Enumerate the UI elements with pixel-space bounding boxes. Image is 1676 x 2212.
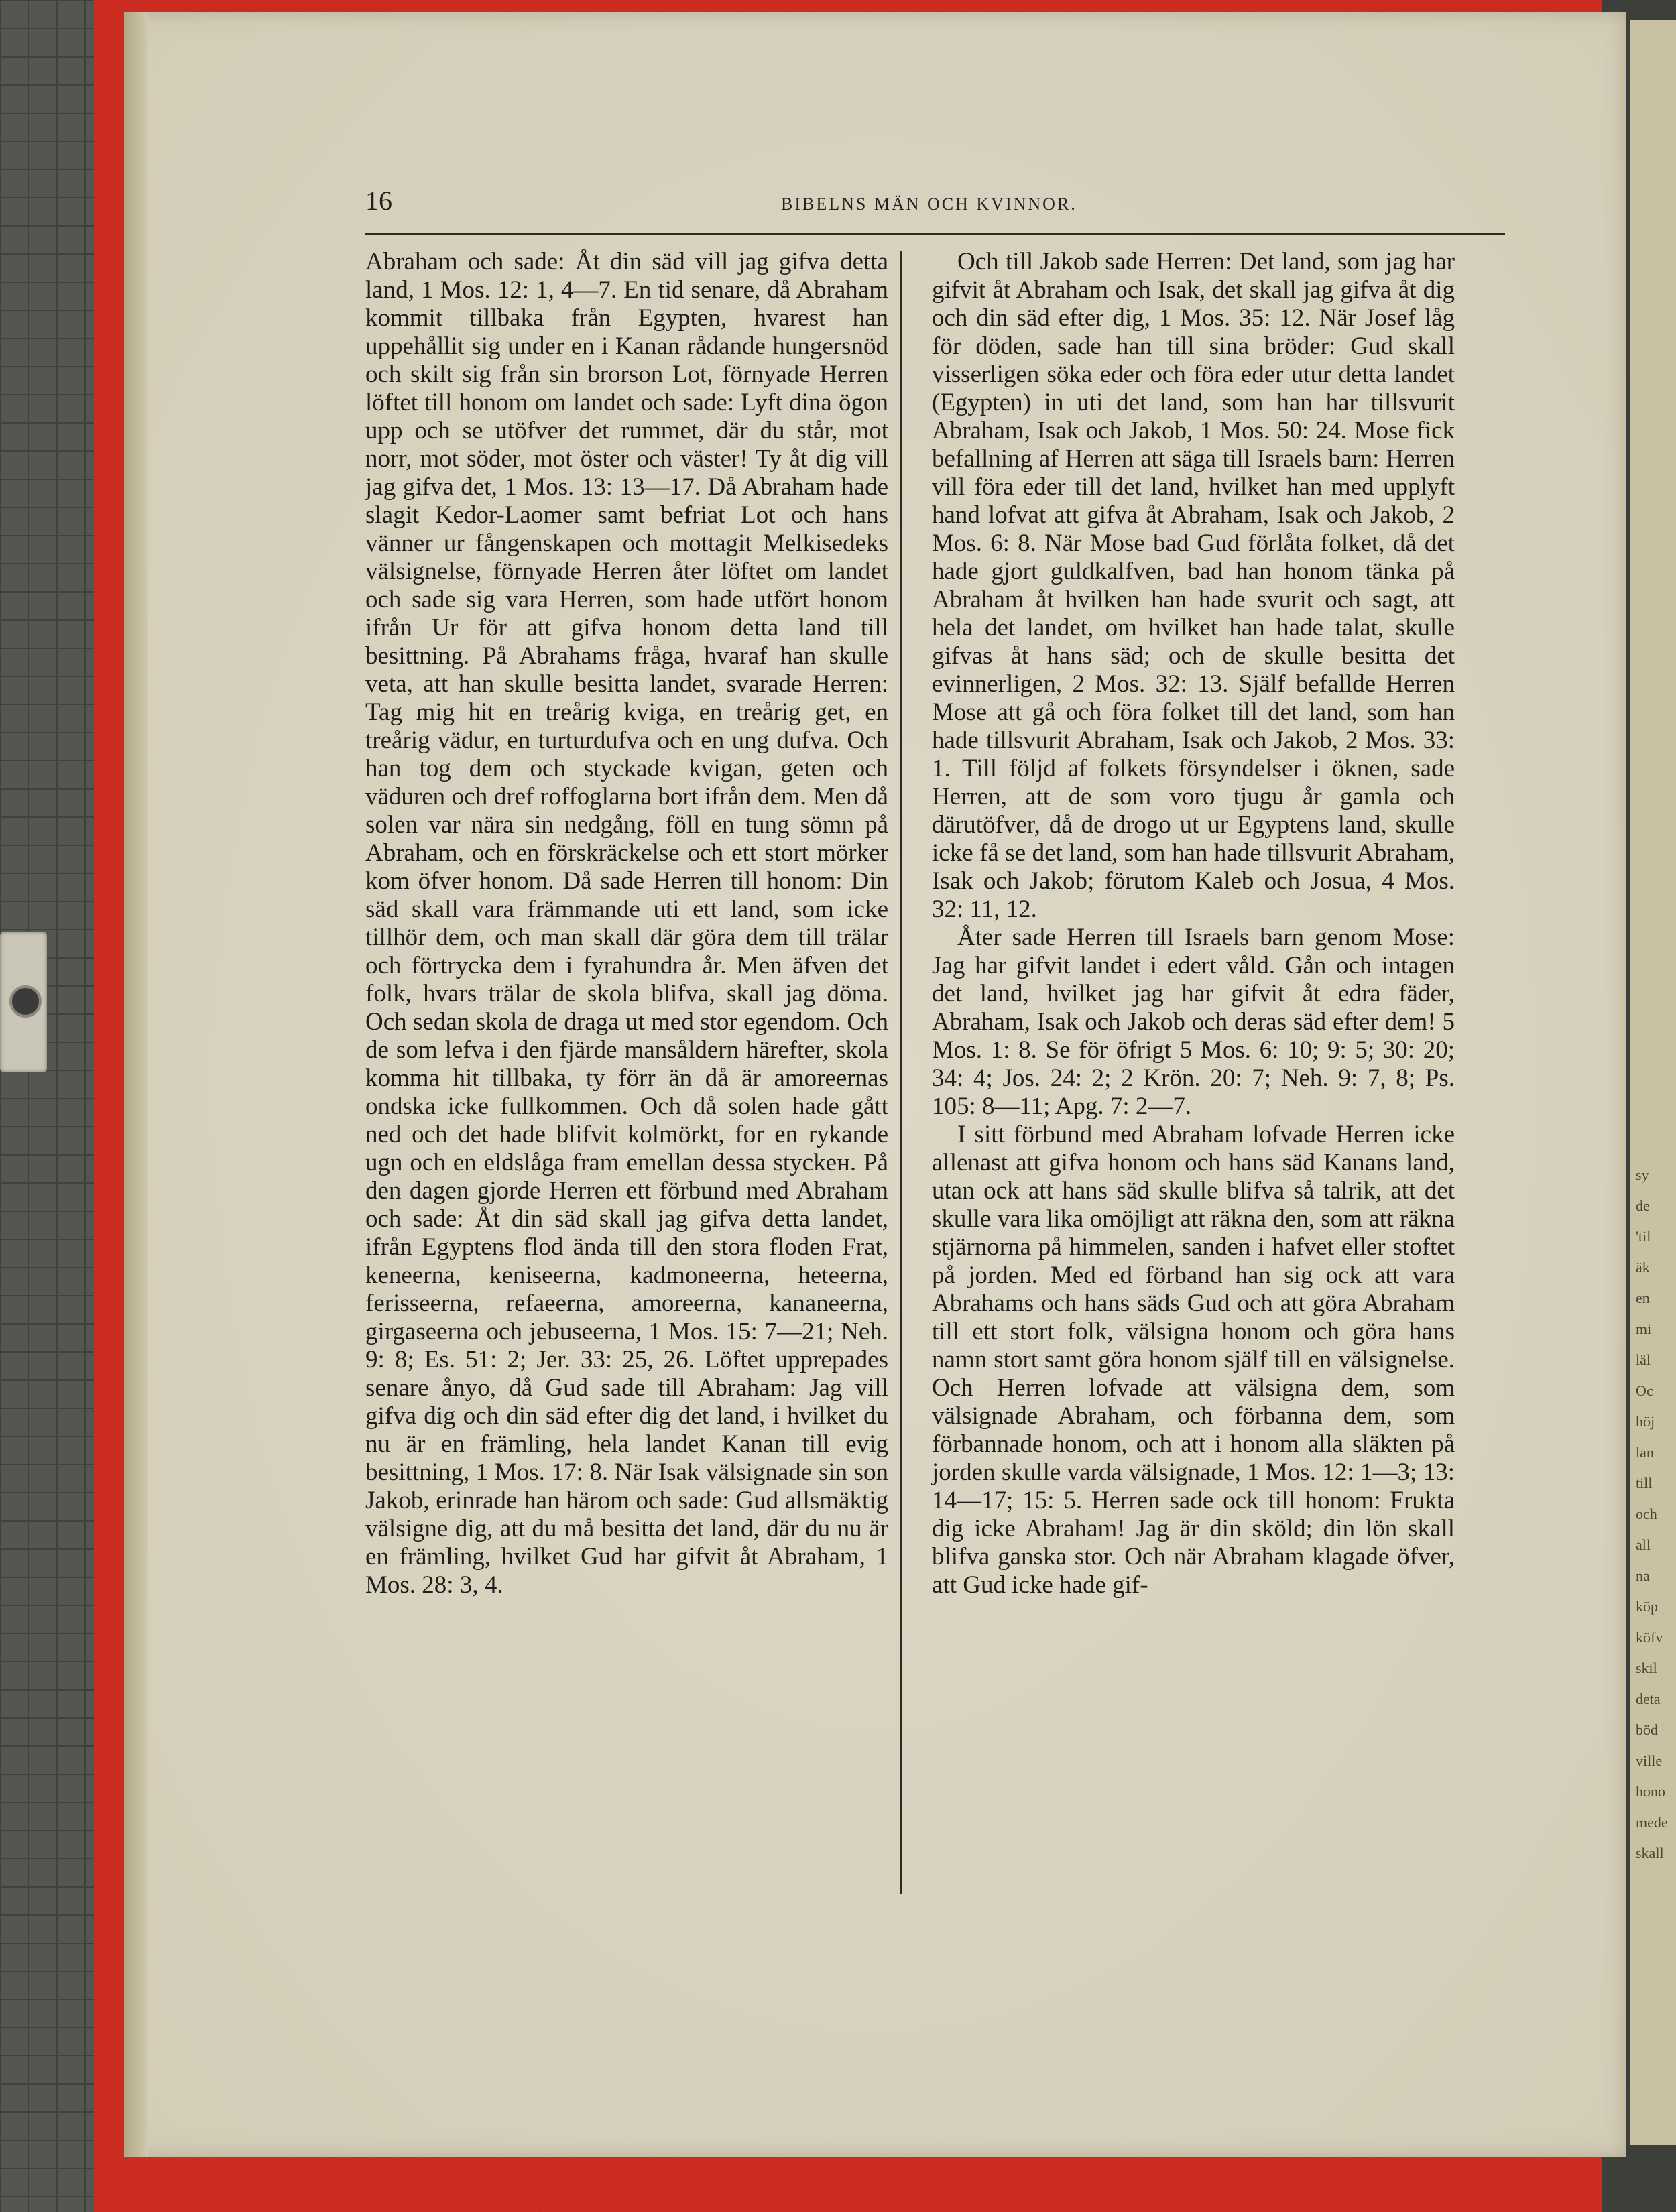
right-paragraph-1: Och till Jakob sade Herren: Det land, som jag har gifvit åt Abraham och Isak, det skall jag gifva åt dig och din säd efter dig, 1 Mos. 35: 12. När Josef låg för döden, sade han till sina bröder: Gud skall visserligen söka eder och föra eder utur detta landet (Egypten) in uti det land, som han har tillsvurit Abraham, Isak och Jakob, 1 Mos. 50: 24. Mose fick befallning af Herren att säga till Israels barn: Herren vill föra eder till det land, hvilket han med upplyft hand lofvat att gifva åt Abraham, Isak och Jakob, 2 Mos. 6: 8. När Mose bad Gud förlåta folket, då det hade gjort guldkalfven, bad han honom tänka på Abraham åt hvilken han hade svurit och sagt, att hela det landet, om hvilket han hade talat, skulle gifvas åt hans säd; och de skulle besitta det evinnerligen, 2 Mos. 32: 13. Själf befallde Herren Mose att gå och föra folket till det land, som han hade tillsvurit Abraham, Isak och Jakob, 2 Mos. 33: 1. Till följd af folkets försyndelser i öknen, sade Herren, att de som voro tjugu år gamla och därutöfver, då de drogo ut ur Egyptens land, skulle icke få se det land, som han hade tillsvurit Abraham, Isak och Jakob; förutom Kaleb och Josua, 4 Mos. 32: 11, 12.	[932, 248, 1455, 923]
adjacent-page-edge	[1630, 20, 1676, 2145]
left-paragraph-1: Abraham och sade: Åt din säd vill jag gifva detta land, 1 Mos. 12: 1, 4—7. En tid senare, då Abraham kommit tillbaka från Egypten, hvarest han uppehållit sig under en i Kanan rådande hungersnöd och skilt sig från sin brorson Lot, förnyade Herren löftet till honom om landet och sade: Lyft dina ögon upp och se utöfver det rummet, där du står, mot norr, mot söder, mot öster och väster! Ty åt dig vill jag gifva det, 1 Mos. 13: 13—17. Då Abraham hade slagit Kedor-Laomer samt befriat Lot och hans vänner ur fångenskapen och mottagit Melkisedeks välsignelse, förnyade Herren åter löftet om landet och sade sig vara Herren, som hade utfört honom ifrån Ur för att gifva honom detta land till besittning. På Abrahams fråga, hvaraf han skulle veta, att han skulle besitta landet, svarade Herren: Tag mig hit en treårig kviga, en treårig get, en treårig vädur, en turturdufva och en ung dufva. Och han tog dem och styckade kvigan, geten och väduren och dref roffoglarna bort ifrån dem. Men då solen var nära sin nedgång, föll en tung sömn på Abraham, och en förskräckelse och ett stort mörker kom öfver honom. Då sade Herren till honom: Din säd skall vara främmande uti ett land, som icke tillhör dem, och man skall där göra dem till trälar och förtrycka dem i fyrahundra år. Men äfven det folk, hvars trälar de skola blifva, skall jag döma. Och sedan skola de draga ut med stor egendom. Och de som lefva i den fjärde mansåldern härefter, skola komma hit tillbaka, ty förr än då är amoreernas ondska icke fullkommen. Och då solen hade gått ned och det hade blifvit kolmörkt, for en rykande ugn och en eldslåga fram emellan dessa styckeн. På den dagen gjorde Herren ett förbund med Abraham och sade: Åt din säd skall jag gifva detta landet, ifrån Egyptens flod ända till den stora floden Frat, keneerna, keniseerna, kadmoneerna, heteerna, ferisseerna, refaeerna, amoreerna, kananeerna, girgaseerna och jebuseerna, 1 Mos. 15: 7—21; Neh. 9: 8; Es. 51: 2; Jer. 33: 25, 26. Löftet upprepades senare ånyo, då Gud sade till Abraham: Jag vill gifva dig och din säd efter dig det land, i hvilket du nu är en främling, hela landet Kanan till evig besittning, 1 Mos. 17: 8. När Isak välsignade sin son Jakob, erinrade han härom och sade: Gud allsmäktig välsigne dig, att du må besitta det land, där du nu är en främling, hvilket Gud har gifvit åt Abraham, 1 Mos. 28: 3, 4.	[365, 248, 888, 1599]
column-divider	[900, 251, 902, 1894]
adjacent-page-text: sy de 'til äk en mi läl Oc höj lan till och all na köp köfv skil deta böd ville hono mede skall	[1636, 1166, 1668, 1861]
right-text-column	[932, 248, 1455, 1599]
left-text-column	[365, 248, 888, 1599]
right-paragraph-2: Åter sade Herren till Israels barn genom Mose: Jag har gifvit landet i edert våld. Gån och intagen det land, hvilket jag har gifvit åt edra fäder, Abraham, Isak och Jakob och deras säd efter dem! 5 Mos. 1: 8. Se för öfrigt 5 Mos. 6: 10; 9: 5; 30: 20; 34: 4; Jos. 24: 2; 2 Krön. 20: 7; Neh. 9: 7, 8; Ps. 105: 8—11; Apg. 7: 2—7.	[932, 924, 1455, 1120]
page-number: 16	[365, 186, 392, 216]
clip-screw-icon	[9, 985, 42, 1018]
running-title: BIBELNS MÄN OCH KVINNOR.	[781, 194, 1077, 214]
binder-clip	[0, 932, 47, 1072]
page-gutter-shadow	[124, 12, 148, 2157]
right-paragraph-3: I sitt förbund med Abraham lofvade Herren icke allenast att gifva honom och hans säd Kanans land, utan ock att hans säd skulle blifva så talrik, att det skulle vara lika omöjligt att räkna den, som att räkna stjärnorna på himmelen, sanden i hafvet eller stoftet på jorden. Med ed förband han sig ock att vara Abrahams och hans säds Gud och att göra Abraham till ett stort folk, välsigna honom och göra hans namn stort samt göra honom själf till en välsignelse. Och Herren lofvade att välsigna dem, som välsignade Abraham, och förbanna dem, som förbannade honom, och att i honom alla släkten på jorden skulle varda välsignade, 1 Mos. 12: 1—3; 13: 14—17; 15: 5. Herren sade ock till honom: Frukta dig icke Abraham! Jag är din sköld; din lön skall blifva ganska stor. Och när Abraham klagade öfver, att Gud icke hade gif-	[932, 1121, 1455, 1599]
page-header	[365, 180, 1505, 235]
